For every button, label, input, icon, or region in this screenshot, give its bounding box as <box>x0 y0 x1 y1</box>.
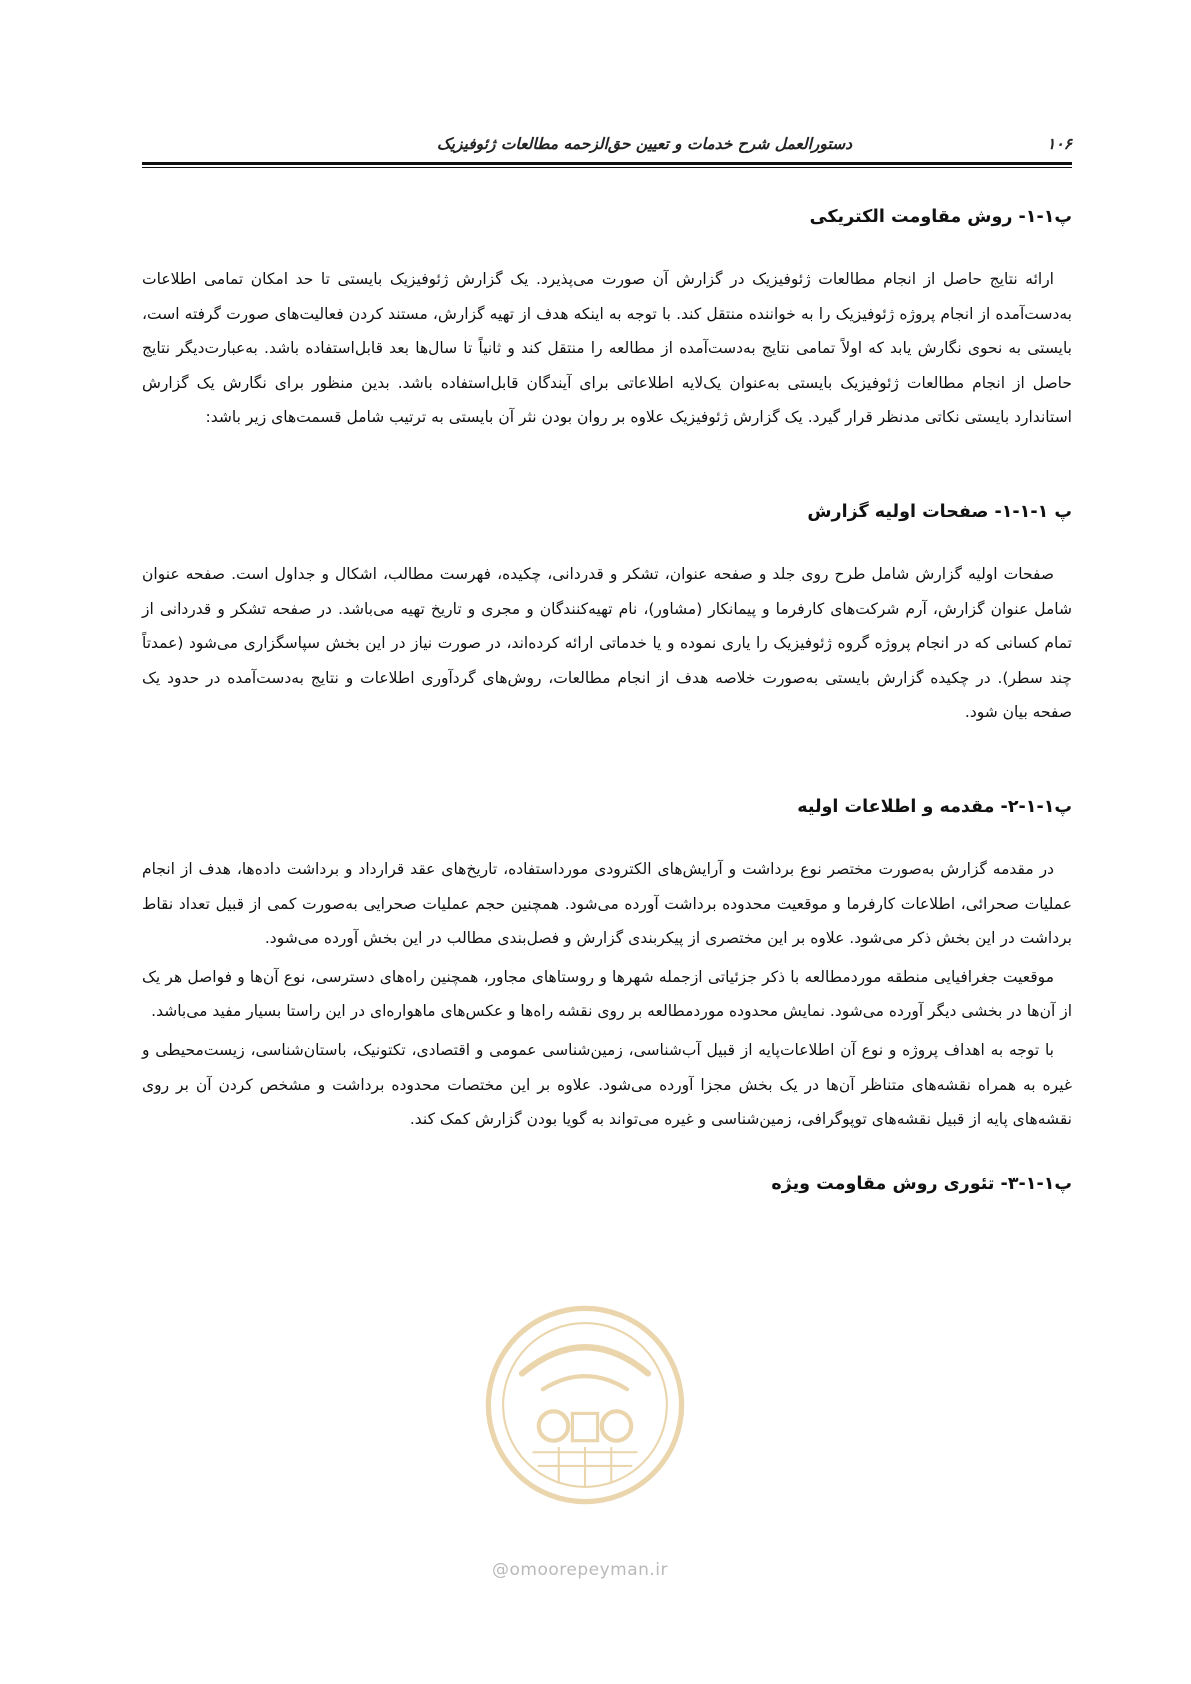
header-rule-thick <box>142 162 1072 165</box>
paragraph: با توجه به اهداف پروژه و نوع آن اطلاعات‌پایه از قبیل آب‌شناسی، زمین‌شناسی عمومی و اقتصادی، تکتونیک، باستان‌شناسی، زیست‌محیطی و غیره به همراه نقشه‌های متناظر آن‌ها در یک بخش مجزا آورده می‌شود. علاوه بر این مختصات محدوده برداشت و مشخص کردن آن بر روی نقشه‌های پایه از قبیل نقشه‌های توپوگرافی، زمین‌شناسی و غیره می‌تواند به گویا بودن گزارش کمک کند. <box>142 1040 1072 1129</box>
paragraph: صفحات اولیه گزارش شامل طرح روی جلد و صفحه عنوان، تشکر و قدردانی، چکیده، فهرست مطالب، اشکال و جداول است. صفحه عنوان شامل عنوان گزارش، آرم شرکت‌های کارفرما و پیمانکار (مشاور)، نام تهیه‌کنندگان و مجری و تاریخ تهیه می‌باشد. در صفحه تشکر و قدردانی از تمام کسانی که در انجام پروژه گروه ژئوفیزیک را یاری نموده و یا خدماتی ارائه کرده‌اند، در صورت نیاز در این بخش سپاسگزاری می‌شود (عمدتاً چند سطر). در چکیده گزارش بایستی به‌صورت خلاصه هدف از انجام مطالعات، روش‌های گردآوری اطلاعات و نتایج به‌دست‌آمده در حدود یک صفحه بیان شود. <box>142 564 1072 722</box>
watermark-seal-icon <box>480 1300 690 1510</box>
paragraph: موقعیت جغرافیایی منطقه موردمطالعه با ذکر جزئیاتی ازجمله شهرها و روستاهای مجاور، همچنین راه‌های دسترسی، نوع آن‌ها و فواصل هر یک از آن‌ها در بخشی دیگر آورده می‌شود. نمایش محدوده موردمطالعه بر روی نقشه راه‌ها و عکس‌های ماهواره‌ای در این راستا بسیار مفید می‌باشد. <box>142 967 1072 1021</box>
paragraph: ارائه نتایج حاصل از انجام مطالعات ژئوفیزیک در گزارش آن صورت می‌پذیرد. یک گزارش ژئوفیزیک بایستی تا حد امکان تمامی اطلاعات به‌دست‌آمده از انجام پروژه ژئوفیزیک را به خواننده منتقل کند. با توجه به اینکه هدف از تهیه گزارش، مستند کردن فعالیت‌های صورت گرفته است، بایستی به نحوی نگارش یابد که اولاً تمامی نتایج به‌دست‌آمده از مطالعه را منتقل کند و ثانیاً تا سال‌ها بعد قابل‌استفاده باشد. به‌عبارت‌دیگر نتایج حاصل از انجام مطالعات ژئوفیزیک بایستی به‌عنوان یک‌لایه اطلاعاتی برای آیندگان قابل‌استفاده باشد. بدین منظور برای نگارش یک گزارش استاندارد بایستی نکاتی مدنظر قرار گیرد. یک گزارش ژئوفیزیک علاوه بر روان بودن نثر آن بایستی به ترتیب شامل قسمت‌های زیر باشد: <box>142 270 1072 427</box>
page-body <box>142 200 1072 1229</box>
watermark-site: @omoorepeyman.ir <box>491 1560 669 1580</box>
page-header <box>142 128 1072 162</box>
section-heading: پ۱-۱-۳- تئوری روش مقاومت ویژه <box>771 1173 1072 1194</box>
paragraph: در مقدمه گزارش به‌صورت مختصر نوع برداشت و آرایش‌های الکترودی مورداستفاده، تاریخ‌های عقد قرارداد و برداشت داده‌ها، هدف از انجام عملیات صحرائی، اطلاعات کارفرما و موقعیت محدوده برداشت آورده می‌شود. همچنین حجم عملیات صحرایی به‌صورت کمی از قبیل تعداد نقاط برداشت در این بخش ذکر می‌شود. علاوه بر این مختصری از پیکربندی گزارش و فصل‌بندی مطالب در این بخش آورده می‌شود. <box>142 859 1072 948</box>
page-number: ۱۰۶ <box>1047 134 1072 153</box>
header-title: دستورالعمل شرح خدمات و تعیین حق‌الزحمه مطالعات ژئوفیزیک <box>436 134 852 153</box>
section-heading: پ ۱-۱-۱- صفحات اولیه گزارش <box>807 501 1072 522</box>
section-heading: پ۱-۱- روش مقاومت الکتریکی <box>809 207 1072 227</box>
at-icon: @ <box>491 1560 510 1580</box>
section-heading: پ۱-۱-۲- مقدمه و اطلاعات اولیه <box>797 796 1072 817</box>
header-rule-thin <box>142 167 1072 168</box>
